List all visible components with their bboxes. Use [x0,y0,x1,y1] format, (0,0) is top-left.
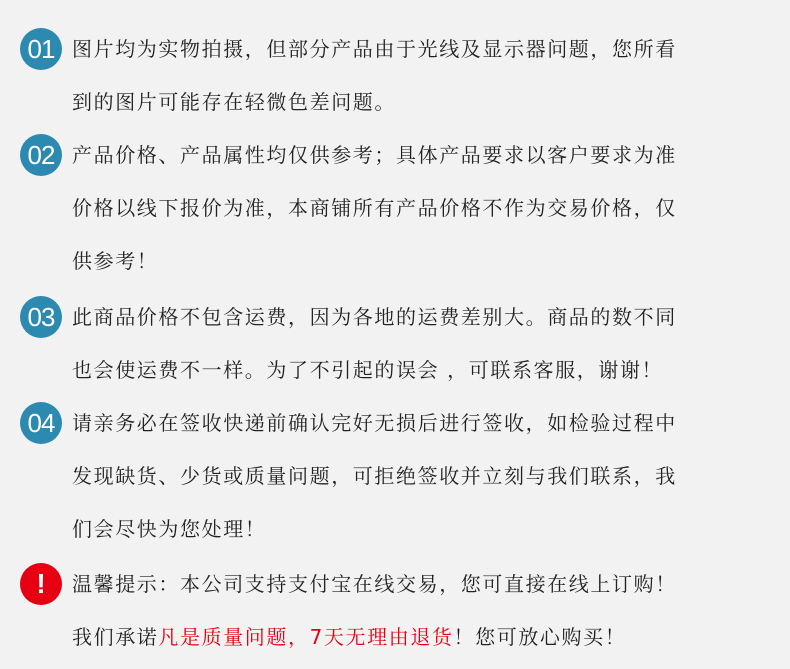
notice-line: 价格以线下报价为准，本商铺所有产品价格不作为交易价格，仅 [72,196,677,220]
reminder-text [72,563,782,669]
notice-line: 此商品价格不包含运费，因为各地的运费差别大。商品的数不同 [72,305,677,329]
promise-suffix: ！您可放心购买！ [453,625,627,649]
notice-line: 们会尽快为您处理！ [72,517,267,541]
notice-text [72,296,782,402]
notice-text [72,402,782,561]
notice-line: 到的图片可能存在轻微色差问题。 [72,90,396,114]
notice-line: 发现缺货、少货或质量问题，可拒绝签收并立刻与我们联系，我 [72,464,677,488]
notice-line: 供参考！ [72,249,159,273]
notice-line: 请亲务必在签收快递前确认完好无损后进行签收，如检验过程中 [72,411,677,435]
notice-line: 图片均为实物拍摄，但部分产品由于光线及显示器问题，您所看 [72,37,677,61]
number-badge: 03 [20,296,62,338]
notice-line: 也会使运费不一样。为了不引起的误会 ，可联系客服，谢谢！ [72,358,664,382]
reminder-line-2 [72,616,782,669]
notice-line: 产品价格、产品属性均仅供参考；具体产品要求以客户要求为准 [72,143,677,167]
number-badge: 02 [20,134,62,176]
reminder-line-1: 温馨提示：本公司支持支付宝在线交易，您可直接在线上订购！ [72,572,677,596]
number-badge: 04 [20,402,62,444]
number-badge: 01 [20,28,62,70]
notice-text [72,28,782,134]
promise-prefix: 我们承诺 [72,625,159,649]
exclamation-icon: ! [20,563,62,605]
notice-text [72,134,782,293]
return-policy-highlight: 凡是质量问题，7天无理由退货 [158,625,454,649]
